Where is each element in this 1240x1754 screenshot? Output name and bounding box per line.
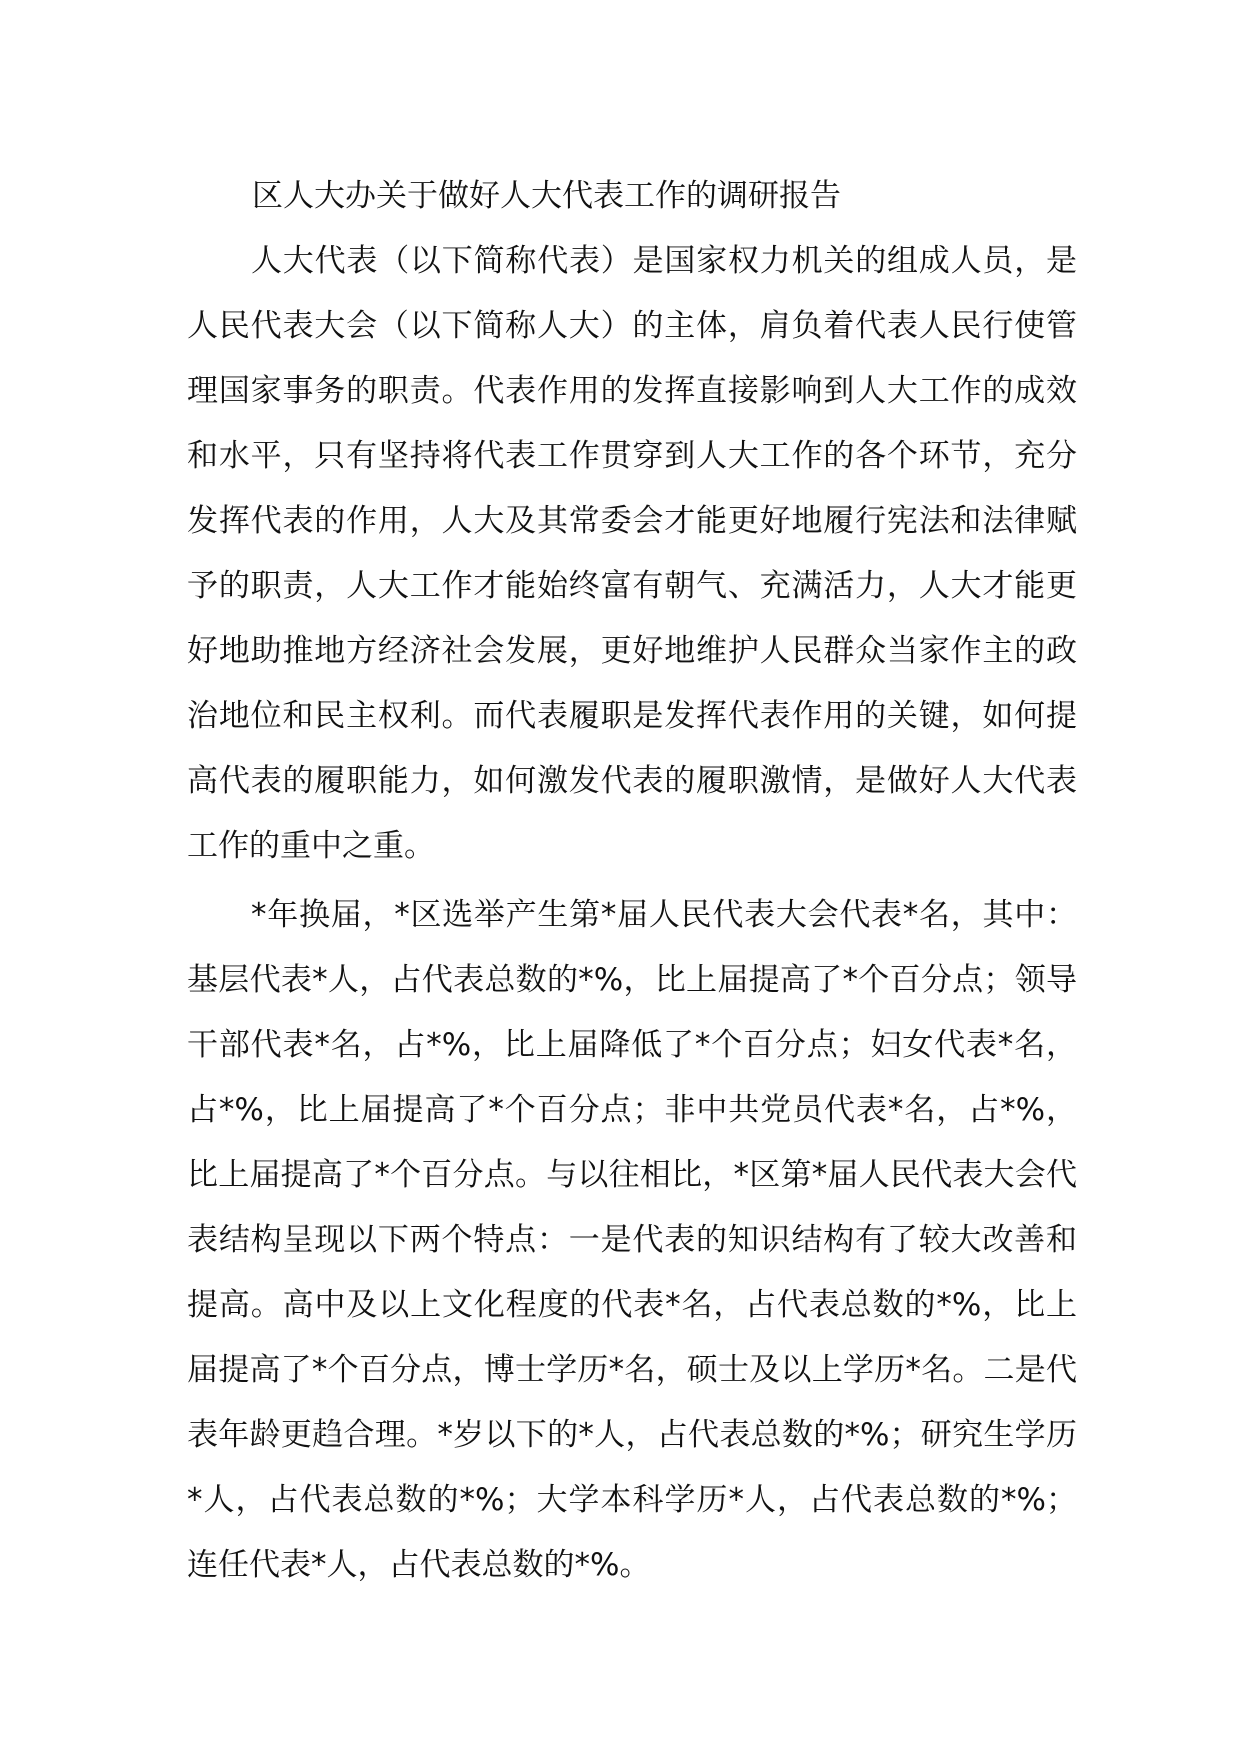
document-title: 区人大办关于做好人大代表工作的调研报告: [252, 178, 841, 214]
paragraph: *年换届，*区选举产生第*届人民代表大会代表*名，其中：基层代表*人，占代表总数的*%，比上届提高了*个百分点；领导干部代表*名，占*%，比上届降低了*个百分点；妇女代表*名，占*%，比上届提高了*个百分点；非中共党员代表*名，占*%，比上届提高了*个百分点。与以往相比，*区第*届人民代表大会代表结构呈现以下两个特点：一是代表的知识结构有了较大改善和提高。高中及以上文化程度的代表*名，占代表总数的*%，比上届提高了*个百分点，博士学历*名，硕士及以上学历*名。二是代表年龄更趋合理。*岁以下的*人，占代表总数的*%；研究生学历*人，占代表总数的*%；大学本科学历*人，占代表总数的*%；连任代表*人，占代表总数的*%。: [187, 897, 1077, 1583]
paragraph: 人大代表（以下简称代表）是国家权力机关的组成人员，是人民代表大会（以下简称人大）的主体，肩负着代表人民行使管理国家事务的职责。代表作用的发挥直接影响到人大工作的成效和水平，只有坚持将代表工作贯穿到人大工作的各个环节，充分发挥代表的作用，人大及其常委会才能更好地履行宪法和法律赋予的职责，人大工作才能始终富有朝气、充满活力，人大才能更好地助推地方经济社会发展，更好地维护人民群众当家作主的政治地位和民主权利。而代表履职是发挥代表作用的关键，如何提高代表的履职能力，如何激发代表的履职激情，是做好人大代表工作的重中之重。: [187, 243, 1077, 864]
